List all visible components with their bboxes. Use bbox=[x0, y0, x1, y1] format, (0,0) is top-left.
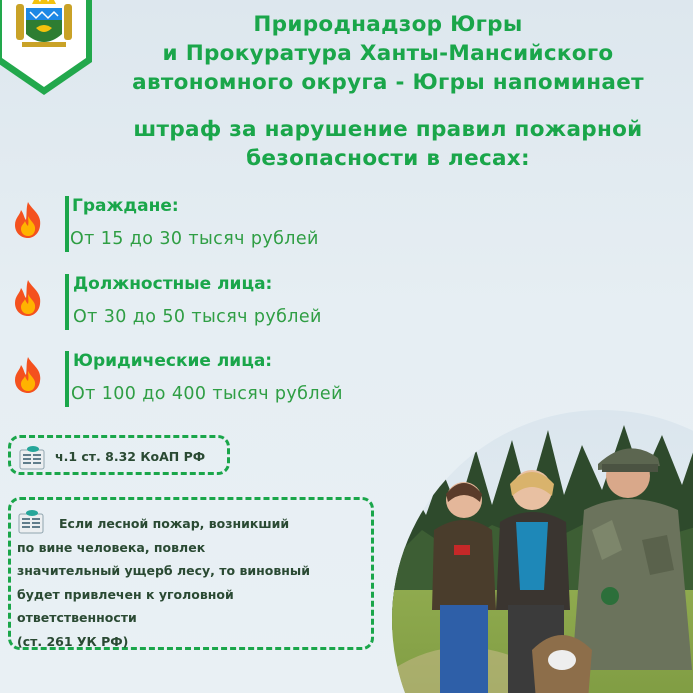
fine-category: Граждане: bbox=[72, 196, 179, 216]
inspection-photo bbox=[392, 410, 693, 693]
fine-officials bbox=[10, 274, 410, 338]
header-line-1: Природнадзор Югры bbox=[253, 12, 523, 37]
subheader-line-2: безопасности в лесах: bbox=[246, 146, 530, 171]
fine-category: Должностные лица: bbox=[73, 274, 273, 294]
note-line: (ст. 261 УК РФ) bbox=[17, 633, 129, 649]
header-line-2: и Прокуратура Ханты-Мансийского bbox=[162, 41, 614, 66]
note-line: значительный ущерб лесу, то виновный bbox=[17, 563, 310, 578]
document-icon bbox=[18, 445, 48, 471]
fire-icon bbox=[10, 200, 46, 240]
fine-legal-entities bbox=[10, 351, 410, 415]
subheader bbox=[88, 115, 688, 173]
law-reference-text: ч.1 ст. 8.32 КоАП РФ bbox=[55, 449, 206, 464]
fine-amount: От 30 до 50 тысяч рублей bbox=[73, 307, 322, 327]
fire-icon bbox=[10, 278, 46, 318]
note-line: Если лесной пожар, возникший bbox=[59, 516, 290, 531]
note-line: будет привлечен к уголовной bbox=[17, 586, 234, 602]
law-reference-box bbox=[8, 435, 230, 475]
fine-citizens bbox=[10, 196, 410, 260]
fire-icon bbox=[10, 355, 46, 395]
fine-divider bbox=[65, 351, 69, 407]
note-text bbox=[17, 512, 369, 653]
emblem-badge bbox=[0, 0, 92, 100]
note-line: по вине человека, повлек bbox=[17, 539, 206, 555]
fine-divider bbox=[65, 196, 69, 252]
fine-amount: От 15 до 30 тысяч рублей bbox=[70, 229, 319, 249]
criminal-liability-note bbox=[8, 497, 374, 650]
fine-category: Юридические лица: bbox=[73, 351, 273, 371]
fine-divider bbox=[65, 274, 69, 330]
fine-amount: От 100 до 400 тысяч рублей bbox=[71, 384, 343, 404]
note-line: ответственности bbox=[17, 610, 137, 625]
header-line-3: автономного округа - Югры напоминает bbox=[132, 70, 644, 95]
header-title bbox=[88, 10, 688, 97]
subheader-line-1: штраф за нарушение правил пожарной bbox=[133, 117, 643, 142]
